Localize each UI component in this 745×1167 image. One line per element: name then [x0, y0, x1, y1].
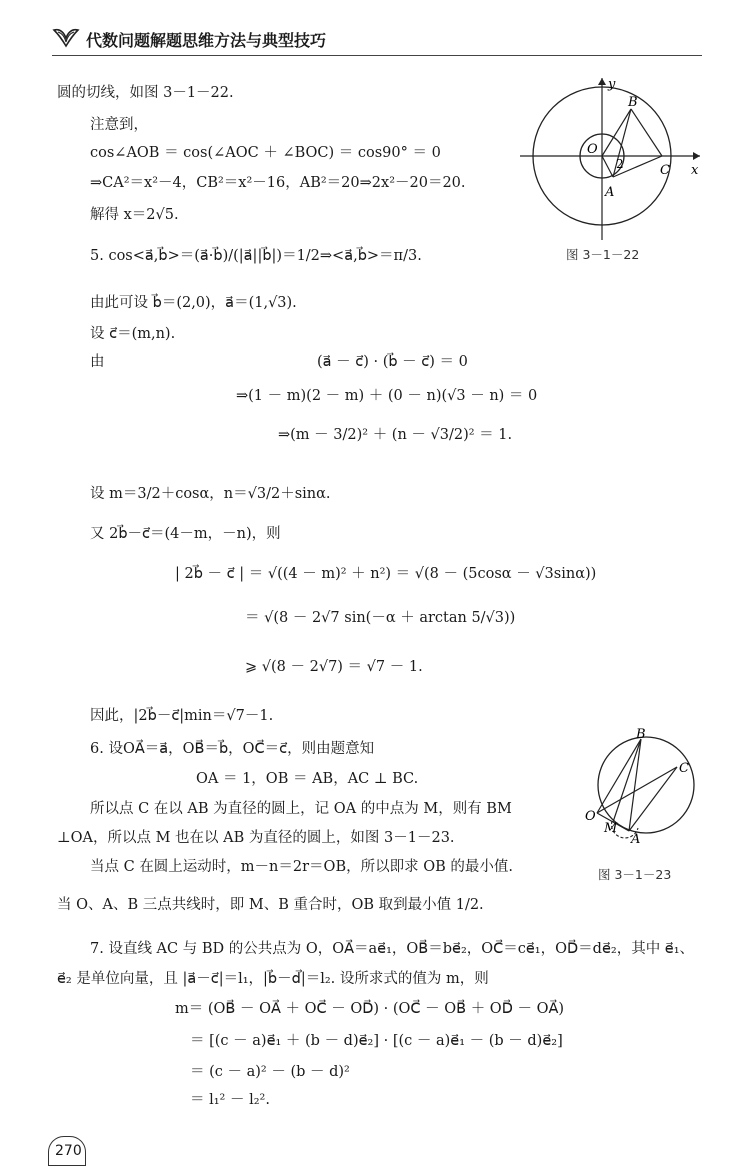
- page-number: 270: [55, 1143, 82, 1159]
- figure-caption: 图 3－1－23: [598, 867, 672, 882]
- text-line: 6. 设OA⃗＝a⃗，OB⃗＝b⃗，OC⃗＝c⃗，则由题意知: [90, 741, 375, 757]
- fig1-label-B: B: [628, 95, 638, 110]
- fig2-label-O: O: [585, 809, 596, 824]
- fig1-label-2: 2: [616, 157, 624, 171]
- math-line: ⇒CA²＝x²－4，CB²＝x²－16，AB²＝20⇒2x²－20＝20.: [90, 175, 466, 191]
- text-line: 由: [90, 354, 105, 370]
- text-line: 当点 C 在圆上运动时，m－n＝2r＝OB，所以即求 OB 的最小值.: [90, 859, 513, 875]
- text-line: 注意到，: [90, 117, 148, 133]
- math-line: ⇒(1 － m)(2 － m) ＋ (0 － n)(√3 － n) ＝ 0: [236, 388, 538, 404]
- text-line: 所以点 C 在以 AB 为直径的圆上，记 OA 的中点为 M，则有 BM: [90, 801, 512, 817]
- math-line: cos∠AOB ＝ cos(∠AOC ＋ ∠BOC) ＝ cos90° ＝ 0: [90, 145, 441, 161]
- math-line: ＝ [(c － a)e⃗₁ ＋ (b － d)e⃗₂] · [(c － a)e⃗₁ － (b － d)e⃗₂]: [190, 1033, 563, 1049]
- fig1-label-C: C: [660, 163, 670, 178]
- math-line: ＝ (c － a)² － (b － d)²: [190, 1064, 350, 1080]
- fig2-label-A: A: [631, 832, 641, 847]
- math-line: ⩾ √(8 － 2√7) ＝ √7 － 1.: [245, 659, 423, 675]
- math-line: m＝ (OB⃗ － OA⃗ ＋ OC⃗ － OD⃗) · (OC⃗ － OB⃗ ＋ OD⃗ － OA⃗): [175, 1001, 565, 1017]
- text-line: 当 O、A、B 三点共线时，即 M、B 重合时，OB 取到最小值 1/2.: [57, 897, 484, 913]
- math-line: 又 2b⃗－c⃗＝(4－m，－n)，则: [90, 526, 281, 542]
- header-title: 代数问题解题思维方法与典型技巧: [86, 31, 327, 50]
- text-line: ⊥OA，所以点 M 也在以 AB 为直径的圆上，如图 3－1－23.: [57, 830, 455, 846]
- text-line: 由此可设 b⃗＝(2,0)，a⃗＝(1,√3).: [90, 295, 297, 311]
- figure-3-1-23: [585, 728, 705, 852]
- text-line: e⃗₂ 是单位向量，且 |a⃗－c⃗|＝l₁，|b⃗－d⃗|＝l₂. 设所求式的值为 m，则: [57, 971, 489, 987]
- math-line: OA ＝ 1，OB ＝ AB，AC ⊥ BC.: [196, 771, 419, 787]
- text-line: 7. 设直线 AC 与 BD 的公共点为 O，OA⃗＝ae⃗₁，OB⃗＝be⃗₂，OC⃗＝ce⃗₁，OD⃗＝de⃗₂，其中 e⃗₁、: [90, 941, 695, 957]
- fig2-label-M: M: [604, 821, 618, 836]
- fig1-label-y: y: [608, 77, 616, 92]
- math-line: 设 m＝3/2＋cosα，n＝√3/2＋sinα.: [90, 486, 331, 502]
- math-line: 因此，|2b⃗－c⃗|min＝√7－1.: [90, 708, 274, 724]
- fig1-label-O: O: [587, 142, 598, 157]
- fig1-label-x: x: [691, 163, 699, 178]
- math-line: (a⃗ － c⃗) · (b⃗ － c⃗) ＝ 0: [317, 354, 468, 370]
- text-line: 设 c⃗＝(m,n).: [90, 326, 176, 342]
- text-line: 解得 x＝2√5.: [90, 207, 179, 223]
- figure-3-1-22: [510, 72, 710, 246]
- text-line: 圆的切线，如图 3－1－22.: [57, 85, 234, 101]
- header-logo-icon: [52, 26, 80, 54]
- fig2-label-B: B: [636, 728, 646, 742]
- math-line: ＝ l₁² － l₂².: [190, 1092, 270, 1108]
- math-line: | 2b⃗ － c⃗ | ＝ √((4 － m)² ＋ n²) ＝ √(8 － (5cosα － √3sinα)): [175, 566, 597, 582]
- math-line: ⇒(m － 3/2)² ＋ (n － √3/2)² ＝ 1.: [278, 427, 513, 443]
- figure-caption: 图 3－1－22: [566, 247, 640, 262]
- math-line: 5. cos<a⃗,b⃗>＝(a⃗·b⃗)/(|a⃗||b⃗|)＝1/2⇒<a⃗,b⃗>＝π/3.: [90, 248, 422, 264]
- header-rule: [52, 55, 702, 56]
- math-line: ＝ √(8 － 2√7 sin(－α ＋ arctan 5/√3)): [245, 610, 516, 626]
- fig1-label-A: A: [605, 185, 615, 200]
- fig2-label-C: C: [679, 761, 689, 776]
